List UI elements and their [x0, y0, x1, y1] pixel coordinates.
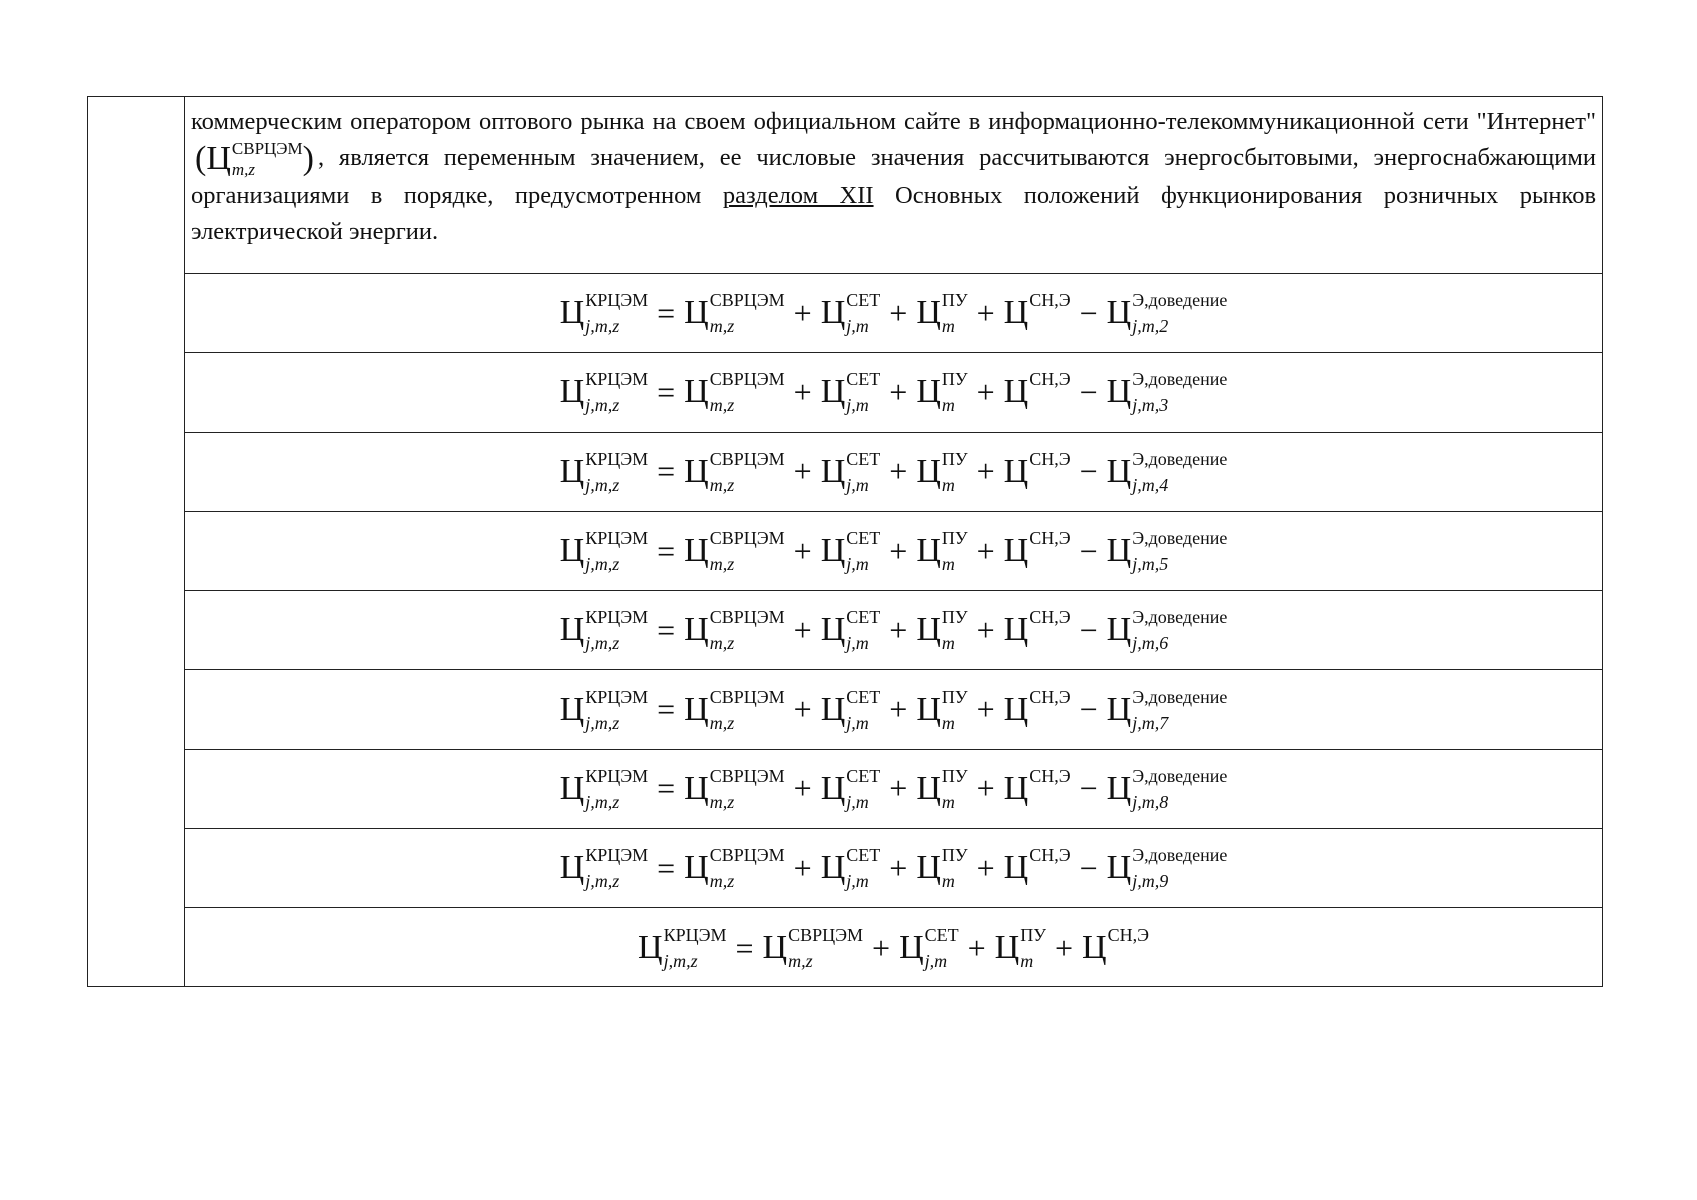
symbol-superscript: СН,Э — [1029, 607, 1071, 628]
operator: − — [1079, 611, 1098, 648]
formula-term-svrcem — [684, 688, 784, 732]
symbol-subscript: j,m,z — [585, 316, 620, 337]
symbol-subscript: j,m — [846, 871, 869, 892]
operator: + — [976, 611, 995, 648]
formula-term-set — [821, 370, 881, 414]
symbol-base: Ц — [820, 769, 846, 807]
formula-row — [185, 274, 1602, 353]
symbol-superscript: СВРЦЭМ — [788, 925, 864, 946]
symbol-superscript: КРЦЭМ — [585, 290, 649, 311]
formula — [560, 529, 1228, 573]
formula-row — [185, 433, 1602, 512]
formula-term-set — [821, 846, 881, 890]
symbol-subscript: j,m — [846, 395, 869, 416]
formula-term-svrcem — [684, 529, 784, 573]
symbol-subscript: j,m — [846, 633, 869, 654]
formula-term-svrcem — [684, 767, 784, 811]
symbol-subscript: j,m,z — [663, 951, 698, 972]
operator: + — [976, 453, 995, 490]
operator: = — [657, 849, 676, 886]
formula-row — [185, 908, 1602, 987]
formula-term-sne — [1004, 370, 1071, 414]
symbol-base: Ц — [1082, 929, 1107, 967]
symbol-base: Ц — [820, 690, 846, 728]
symbol-subscript: j,m,z — [585, 791, 620, 812]
symbol-base: Ц — [1003, 769, 1029, 807]
symbol-subscript: m,z — [709, 316, 735, 337]
operator: = — [657, 770, 676, 807]
symbol-base: Ц — [1003, 532, 1029, 570]
symbol-base: Ц — [1003, 294, 1029, 332]
symbol-superscript: ПУ — [941, 845, 968, 866]
operator: = — [657, 691, 676, 728]
operator: + — [889, 770, 908, 807]
symbol-base: Ц — [1106, 294, 1132, 332]
symbol-subscript: j,m,5 — [1132, 554, 1169, 575]
symbol-subscript: j,m — [846, 474, 869, 495]
operator: − — [1079, 691, 1098, 728]
symbol-superscript: СЕТ — [846, 290, 881, 311]
symbol-superscript: СЕТ — [846, 607, 881, 628]
symbol-superscript: КРЦЭМ — [585, 369, 649, 390]
symbol-base: Ц — [1003, 373, 1029, 411]
symbol-superscript: КРЦЭМ — [585, 528, 649, 549]
symbol-base: Ц — [559, 373, 585, 411]
formula-lhs — [560, 608, 648, 652]
formula-term-sne — [1004, 767, 1071, 811]
operator: + — [889, 294, 908, 331]
symbol-base: Ц — [916, 294, 941, 332]
formula-term-sne — [1082, 926, 1149, 970]
operator: + — [793, 611, 812, 648]
symbol-base: Ц — [820, 373, 846, 411]
symbol-base: Ц — [684, 373, 709, 411]
symbol-subscript: j,m,3 — [1132, 395, 1169, 416]
operator: − — [1079, 770, 1098, 807]
symbol-base: Ц — [916, 769, 941, 807]
formula-lhs — [560, 529, 648, 573]
symbol-superscript: СЕТ — [846, 845, 881, 866]
symbol-base: Ц — [820, 611, 846, 649]
symbol-subscript: j,m,z — [585, 554, 620, 575]
operator: + — [976, 691, 995, 728]
symbol-superscript: СН,Э — [1029, 528, 1071, 549]
symbol-superscript: Э,доведение — [1132, 448, 1228, 469]
operator: = — [657, 294, 676, 331]
formula — [560, 450, 1228, 494]
description-line-3-end: Основных — [895, 182, 1003, 210]
formula-term-pu — [916, 688, 967, 732]
operator: + — [976, 294, 995, 331]
symbol-superscript: КРЦЭМ — [663, 925, 727, 946]
formula-term-pu — [916, 608, 967, 652]
symbol-subscript: j,m,z — [585, 871, 620, 892]
operator: = — [735, 929, 754, 966]
symbol-subscript: j,m — [846, 554, 869, 575]
formula-term-pu — [916, 291, 967, 335]
formula-term-set — [821, 529, 881, 573]
symbol-superscript: СЕТ — [846, 369, 881, 390]
formula-lhs — [560, 450, 648, 494]
symbol-base: Ц — [559, 769, 585, 807]
operator: = — [657, 611, 676, 648]
symbol-subscript: j,m,z — [585, 633, 620, 654]
operator: + — [793, 453, 812, 490]
description-line-2-end: , является переменным значением, ее числовые значения рассчитываются — [317, 144, 1150, 171]
formula-term-svrcem — [763, 926, 863, 970]
operator: + — [976, 373, 995, 410]
symbol-base: Ц — [899, 929, 924, 967]
formula-term-dovedenie — [1107, 291, 1228, 335]
symbol-superscript: СВРЦЭМ — [709, 686, 785, 707]
formula-row — [185, 591, 1602, 670]
symbol-superscript: КРЦЭМ — [585, 686, 649, 707]
symbol-superscript: СВРЦЭМ — [709, 765, 785, 786]
symbol-subscript: j,m,8 — [1132, 791, 1169, 812]
formula-lhs — [560, 767, 648, 811]
operator: + — [967, 929, 986, 966]
symbol-subscript: j,m — [846, 316, 869, 337]
symbol-superscript: Э,доведение — [1132, 607, 1228, 628]
symbol-base: Ц — [559, 294, 585, 332]
symbol-base: Ц — [916, 532, 941, 570]
operator: + — [976, 849, 995, 886]
symbol-superscript: СЕТ — [846, 765, 881, 786]
operator: + — [793, 294, 812, 331]
symbol-superscript: СН,Э — [1029, 765, 1071, 786]
symbol-base: Ц — [1003, 849, 1029, 887]
formula-term-dovedenie — [1107, 608, 1228, 652]
symbol-base: Ц — [762, 929, 788, 967]
symbol-subscript: j,m — [846, 712, 869, 733]
operator: = — [657, 453, 676, 490]
formula-term-dovedenie — [1107, 767, 1228, 811]
tariff-table — [87, 96, 1603, 987]
symbol-base: Ц — [559, 611, 585, 649]
description-line-2-start: сети "Интернет" — [1422, 108, 1597, 135]
symbol-superscript: КРЦЭМ — [585, 448, 649, 469]
symbol-base: Ц — [994, 929, 1020, 967]
symbol-subscript: m — [941, 474, 955, 495]
symbol-base: Ц — [684, 294, 709, 332]
formula-term-set — [821, 767, 881, 811]
operator: + — [793, 532, 812, 569]
symbol-superscript: КРЦЭМ — [585, 845, 649, 866]
symbol-superscript: СВРЦЭМ — [709, 607, 785, 628]
symbol-superscript: СН,Э — [1029, 686, 1071, 707]
symbol-base: Ц — [684, 769, 709, 807]
symbol-subscript: j,m,z — [585, 474, 620, 495]
symbol-base: Ц — [916, 452, 941, 490]
description-line-1: коммерческим оператором оптового рынка на своем официальном сайте в информационно-телекоммуникационной — [191, 108, 1415, 135]
symbol-base: Ц — [559, 849, 585, 887]
symbol-base: Ц — [559, 532, 585, 570]
symbol-superscript: ПУ — [941, 607, 968, 628]
formula-term-set — [821, 608, 881, 652]
operator: + — [793, 373, 812, 410]
symbol-superscript: СЕТ — [924, 925, 959, 946]
symbol-superscript: СЕТ — [846, 528, 881, 549]
formula-lhs — [560, 370, 648, 414]
symbol-subscript: j,m,4 — [1132, 474, 1169, 495]
formula-term-svrcem — [684, 846, 784, 890]
operator: − — [1079, 294, 1098, 331]
formula-term-pu — [916, 846, 967, 890]
symbol-superscript: ПУ — [941, 369, 968, 390]
formula-term-dovedenie — [1107, 688, 1228, 732]
formula-term-dovedenie — [1107, 846, 1228, 890]
description-paragraph — [191, 104, 1596, 250]
symbol-superscript: СН,Э — [1029, 448, 1071, 469]
symbol-superscript: Э,доведение — [1132, 290, 1228, 311]
symbol-subscript: m — [941, 395, 955, 416]
symbol-subscript: m — [941, 554, 955, 575]
formula-term-svrcem — [684, 370, 784, 414]
symbol-base: Ц — [1106, 690, 1132, 728]
symbol-superscript: ПУ — [1020, 925, 1046, 946]
symbol-subscript: m — [1020, 951, 1034, 972]
symbol-superscript: ПУ — [941, 448, 968, 469]
operator: − — [1079, 453, 1098, 490]
operator: + — [976, 770, 995, 807]
symbol-subscript: j,m,7 — [1132, 712, 1169, 733]
formula-term-sne — [1004, 688, 1071, 732]
symbol-base: Ц — [638, 929, 663, 967]
symbol-superscript: КРЦЭМ — [585, 607, 649, 628]
symbol-superscript: ПУ — [941, 765, 968, 786]
symbol-base: Ц — [1003, 452, 1029, 490]
formula-row — [185, 512, 1602, 591]
operator: + — [872, 929, 891, 966]
symbol-base: Ц — [916, 690, 941, 728]
operator: + — [889, 453, 908, 490]
operator: + — [889, 611, 908, 648]
symbol-base: Ц — [820, 294, 846, 332]
inline-formula-symbol: ( Ц СВРЦЭМ m,z ) — [195, 139, 314, 180]
formula — [560, 370, 1228, 414]
symbol-superscript: КРЦЭМ — [585, 765, 649, 786]
symbol-subscript: m,z — [709, 474, 735, 495]
symbol-subscript: j,m,z — [585, 712, 620, 733]
symbol-base: Ц — [916, 849, 941, 887]
symbol-base: Ц — [916, 611, 941, 649]
formula-term-dovedenie — [1107, 370, 1228, 414]
formula-term-pu — [916, 767, 967, 811]
operator: − — [1079, 373, 1098, 410]
operator: + — [793, 849, 812, 886]
symbol-superscript: СВРЦЭМ — [231, 139, 303, 159]
symbol-base: Ц — [684, 532, 709, 570]
symbol-subscript: m — [941, 316, 955, 337]
symbol-base: Ц — [1003, 611, 1029, 649]
formula-lhs — [560, 688, 648, 732]
symbol-subscript: j,m — [924, 951, 948, 972]
symbol-subscript: m — [941, 791, 955, 812]
symbol-superscript: СВРЦЭМ — [709, 290, 785, 311]
symbol-superscript: Э,доведение — [1132, 369, 1228, 390]
formula-term-sne — [1004, 450, 1071, 494]
symbol-subscript: j,m — [846, 791, 869, 812]
symbol-base: Ц — [1106, 532, 1132, 570]
section-xii-link[interactable]: разделом XII — [722, 182, 874, 210]
formula-term-pu — [916, 450, 967, 494]
row-number-column — [88, 97, 185, 986]
symbol-base: Ц — [559, 690, 585, 728]
symbol-base: Ц — [559, 452, 585, 490]
operator: + — [889, 373, 908, 410]
symbol-base: Ц — [1106, 452, 1132, 490]
formula-term-sne — [1004, 291, 1071, 335]
symbol-subscript: m,z — [709, 712, 735, 733]
operator: + — [793, 691, 812, 728]
symbol-superscript: СВРЦЭМ — [709, 448, 785, 469]
operator: − — [1079, 849, 1098, 886]
symbol-base: Ц — [684, 452, 709, 490]
symbol-subscript: m — [941, 712, 955, 733]
formula-row — [185, 829, 1602, 908]
operator: + — [793, 770, 812, 807]
symbol-subscript: m — [941, 633, 955, 654]
formula-column — [185, 97, 1602, 986]
formula — [560, 767, 1228, 811]
operator: + — [889, 691, 908, 728]
symbol-superscript: ПУ — [941, 686, 968, 707]
operator: = — [657, 373, 676, 410]
symbol-superscript: СН,Э — [1029, 369, 1071, 390]
symbol-subscript: m,z — [788, 951, 813, 972]
symbol-base: Ц — [1106, 611, 1132, 649]
symbol-base: Ц — [1003, 690, 1029, 728]
formula-term-dovedenie — [1107, 450, 1228, 494]
formula-term-sne — [1004, 846, 1071, 890]
symbol-subscript: j,m,z — [585, 395, 620, 416]
formula-term-svrcem — [684, 450, 784, 494]
operator: = — [657, 532, 676, 569]
symbol-base: Ц — [1106, 769, 1132, 807]
symbol-superscript: СН,Э — [1029, 290, 1071, 311]
formula — [560, 846, 1228, 890]
formula-term-pu — [916, 370, 967, 414]
symbol-base: Ц — [820, 452, 846, 490]
operator: + — [1054, 929, 1074, 966]
formula — [560, 291, 1228, 335]
symbol-base: Ц — [684, 849, 709, 887]
formula-term-sne — [1004, 529, 1071, 573]
formula-lhs — [560, 846, 648, 890]
formula-term-set — [821, 450, 881, 494]
symbol-superscript: Э,доведение — [1132, 845, 1228, 866]
formula-term-dovedenie — [1107, 529, 1228, 573]
formula — [638, 926, 1149, 970]
symbol-subscript: m,z — [709, 633, 735, 654]
description-line-4: положений функционирования розничных рынков электрической энергии. — [191, 182, 1597, 246]
symbol-base: Ц — [206, 140, 231, 178]
symbol-base: Ц — [684, 690, 709, 728]
formula-row — [185, 750, 1602, 829]
symbol-base: Ц — [1106, 373, 1132, 411]
formula-lhs — [638, 926, 726, 970]
symbol-superscript: СВРЦЭМ — [709, 369, 785, 390]
symbol-subscript: j,m,2 — [1132, 316, 1169, 337]
formula-term-pu — [916, 529, 967, 573]
symbol-subscript: j,m,6 — [1132, 633, 1169, 654]
operator: + — [889, 849, 908, 886]
symbol-base: Ц — [684, 611, 709, 649]
symbol-subscript: m,z — [709, 395, 735, 416]
symbol-subscript: m,z — [231, 160, 256, 180]
symbol-superscript: Э,доведение — [1132, 686, 1228, 707]
formula-term-set — [821, 688, 881, 732]
symbol-base: Ц — [820, 532, 846, 570]
symbol-superscript: СВРЦЭМ — [709, 845, 785, 866]
formula-row — [185, 353, 1602, 432]
symbol-base: Ц — [1106, 849, 1132, 887]
formula-term-svrcem — [684, 291, 784, 335]
formula-row — [185, 671, 1602, 750]
symbol-superscript: ПУ — [941, 290, 968, 311]
formula — [560, 608, 1228, 652]
formula-term-pu — [995, 926, 1046, 970]
symbol-subscript: m,z — [709, 791, 735, 812]
symbol-subscript: m,z — [709, 871, 735, 892]
formula-term-sne — [1004, 608, 1071, 652]
symbol-base: Ц — [916, 373, 941, 411]
description-line-3: энергосбытовыми, энергоснабжающими организациями в порядке, предусмотренном — [191, 144, 1597, 210]
symbol-superscript: СЕТ — [846, 686, 881, 707]
symbol-superscript: СЕТ — [846, 448, 881, 469]
symbol-base: Ц — [820, 849, 846, 887]
operator: − — [1079, 532, 1098, 569]
formula — [560, 688, 1228, 732]
symbol-superscript: Э,доведение — [1132, 765, 1228, 786]
symbol-superscript: Э,доведение — [1132, 528, 1228, 549]
formula-term-svrcem — [684, 608, 784, 652]
symbol-superscript: СВРЦЭМ — [709, 528, 785, 549]
symbol-subscript: m,z — [709, 554, 735, 575]
formula-term-set — [899, 926, 959, 970]
symbol-subscript: m — [941, 871, 955, 892]
formula-lhs — [560, 291, 648, 335]
symbol-superscript: СН,Э — [1029, 845, 1071, 866]
symbol-superscript: ПУ — [941, 528, 968, 549]
description-cell — [185, 97, 1602, 274]
operator: + — [976, 532, 995, 569]
formula-term-set — [821, 291, 881, 335]
operator: + — [889, 532, 908, 569]
symbol-subscript: j,m,9 — [1132, 871, 1169, 892]
symbol-superscript: СН,Э — [1107, 925, 1149, 946]
